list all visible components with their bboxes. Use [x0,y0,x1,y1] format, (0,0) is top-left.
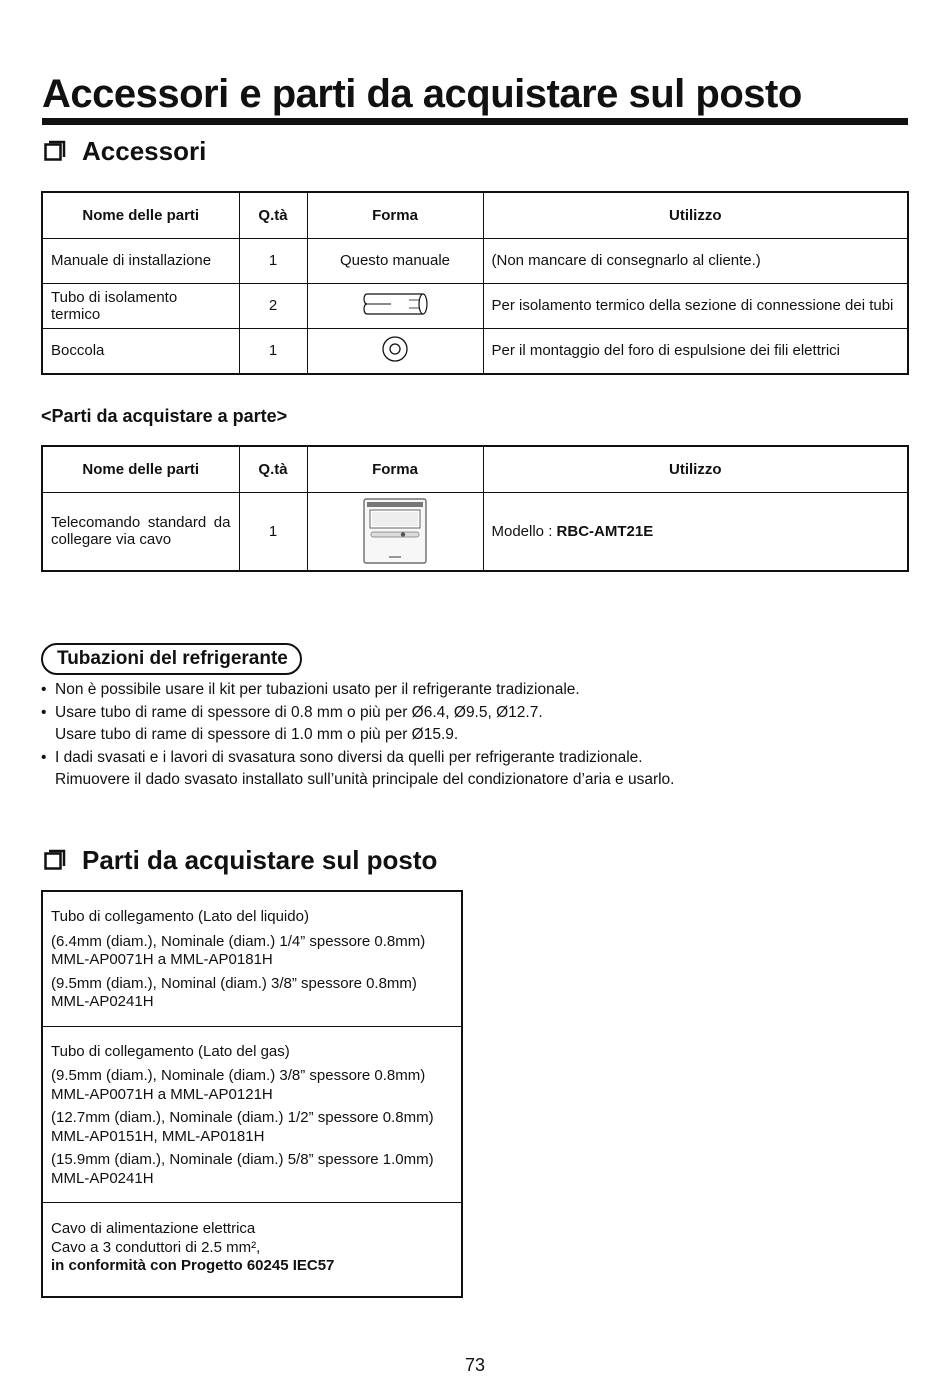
model-prefix: Modello : [491,522,557,540]
cable-standard: in conformità con Progetto 60245 IEC57 [51,1257,335,1274]
cell-shape [307,492,483,571]
gas-pipe-section [43,1027,461,1204]
spec-item [51,933,453,970]
cell-qty: 1 [239,492,307,571]
cell-use: Per isolamento termico della sezione di connessione dei tubi [483,283,908,328]
col-header-shape: Forma [307,192,483,238]
insulation-tube-icon [361,292,429,316]
spec-models: MML-AP0071H a MML-AP0181H [51,951,273,968]
bushing-icon [381,335,409,363]
spec-size: (15.9mm (diam.), Nominale (diam.) 5/8” spessore 1.0mm) [51,1151,434,1168]
checkbox-square-icon [44,849,66,871]
title-rule [42,118,908,125]
power-cable-section [43,1203,461,1296]
parti-sul-posto-heading [44,845,437,875]
liquid-pipe-section [43,892,461,1027]
col-header-shape: Forma [307,446,483,492]
page-title: Accessori e parti da acquistare sul posto [42,72,802,116]
spec-size: (9.5mm (diam.), Nominal (diam.) 3/8” spessore 0.8mm) [51,974,417,992]
checkbox-square-icon [44,140,66,162]
col-header-qty: Q.tà [239,192,307,238]
page-number: 73 [464,1355,486,1375]
col-header-use: Utilizzo [483,192,908,238]
list-item-continuation: Usare tubo di rame di spessore di 1.0 mm o più per Ø15.9. [55,726,459,743]
list-item: • I dadi svasati e i lavori di svasatura sono diversi da quelli per refrigerante tradizionale. [41,747,901,770]
cell-use [483,492,908,571]
accessori-table [41,191,909,375]
col-header-use: Utilizzo [483,446,908,492]
cell-name: Manuale di installazione [42,238,239,283]
cell-name: Tubo di isolamento termico [42,283,239,328]
model-code: RBC-AMT21E [556,522,654,540]
spec-item [51,1151,453,1188]
spec-size: (6.4mm (diam.), Nominale (diam.) 1/4” spessore 0.8mm) [51,932,426,950]
parti-a-parte-table [41,445,909,572]
list-item: • Non è possibile usare il kit per tubazioni usato per il refrigerante tradizionale. [41,679,901,702]
col-header-name: Nome delle parti [42,446,239,492]
cell-qty: 2 [239,283,307,328]
table-row [42,238,908,283]
cell-name: Boccola [42,328,239,374]
spec-models: MML-AP0151H, MML-AP0181H [51,1127,265,1145]
table-header-row [42,446,908,492]
spec-models: MML-AP0071H a MML-AP0121H [51,1085,273,1103]
list-item-continuation: Rimuovere il dado svasato installato sull’unità principale del condizionatore d’aria e usarlo. [55,771,675,788]
section-title: Tubo di collegamento (Lato del gas) [51,1042,290,1060]
accessori-heading [44,136,206,166]
parti-a-parte-heading: <Parti da acquistare a parte> [41,406,288,426]
cell-qty: 1 [239,328,307,374]
accessori-heading-text: Accessori [82,136,207,166]
spec-item [51,1067,453,1104]
cell-use: Per il montaggio del foro di espulsione dei fili elettrici [483,328,908,374]
spec-size: (9.5mm (diam.), Nominale (diam.) 3/8” spessore 0.8mm) [51,1067,426,1084]
table-row [42,492,908,571]
parti-sul-posto-heading-text: Parti da acquistare sul posto [82,845,438,875]
cell-name: Telecomando standard da collegare via cavo [42,492,239,571]
cell-shape [307,283,483,328]
tubazioni-heading: Tubazioni del refrigerante [41,643,302,675]
spec-models: MML-AP0241H [51,993,154,1010]
table-row [42,328,908,374]
spec-models: MML-AP0241H [51,1169,154,1187]
parti-sul-posto-box [41,890,463,1298]
remote-controller-icon [363,498,427,564]
cell-shape: Questo manuale [307,238,483,283]
spec-size: (12.7mm (diam.), Nominale (diam.) 1/2” spessore 0.8mm) [51,1109,434,1126]
spec-item [51,1109,453,1146]
cell-shape [307,328,483,374]
cable-spec: Cavo a 3 conduttori di 2.5 mm², [51,1238,261,1256]
section-title: Tubo di collegamento (Lato del liquido) [51,908,309,925]
col-header-qty: Q.tà [239,446,307,492]
tubazioni-bullet-list [41,679,901,792]
spec-item [51,975,453,1012]
list-item: • Usare tubo di rame di spessore di 0.8 mm o più per Ø6.4, Ø9.5, Ø12.7. [41,702,901,725]
col-header-name: Nome delle parti [42,192,239,238]
cell-qty: 1 [239,238,307,283]
section-title: Cavo di alimentazione elettrica [51,1220,256,1237]
table-header-row [42,192,908,238]
table-row [42,283,908,328]
cell-use: (Non mancare di consegnarlo al cliente.) [483,238,908,283]
